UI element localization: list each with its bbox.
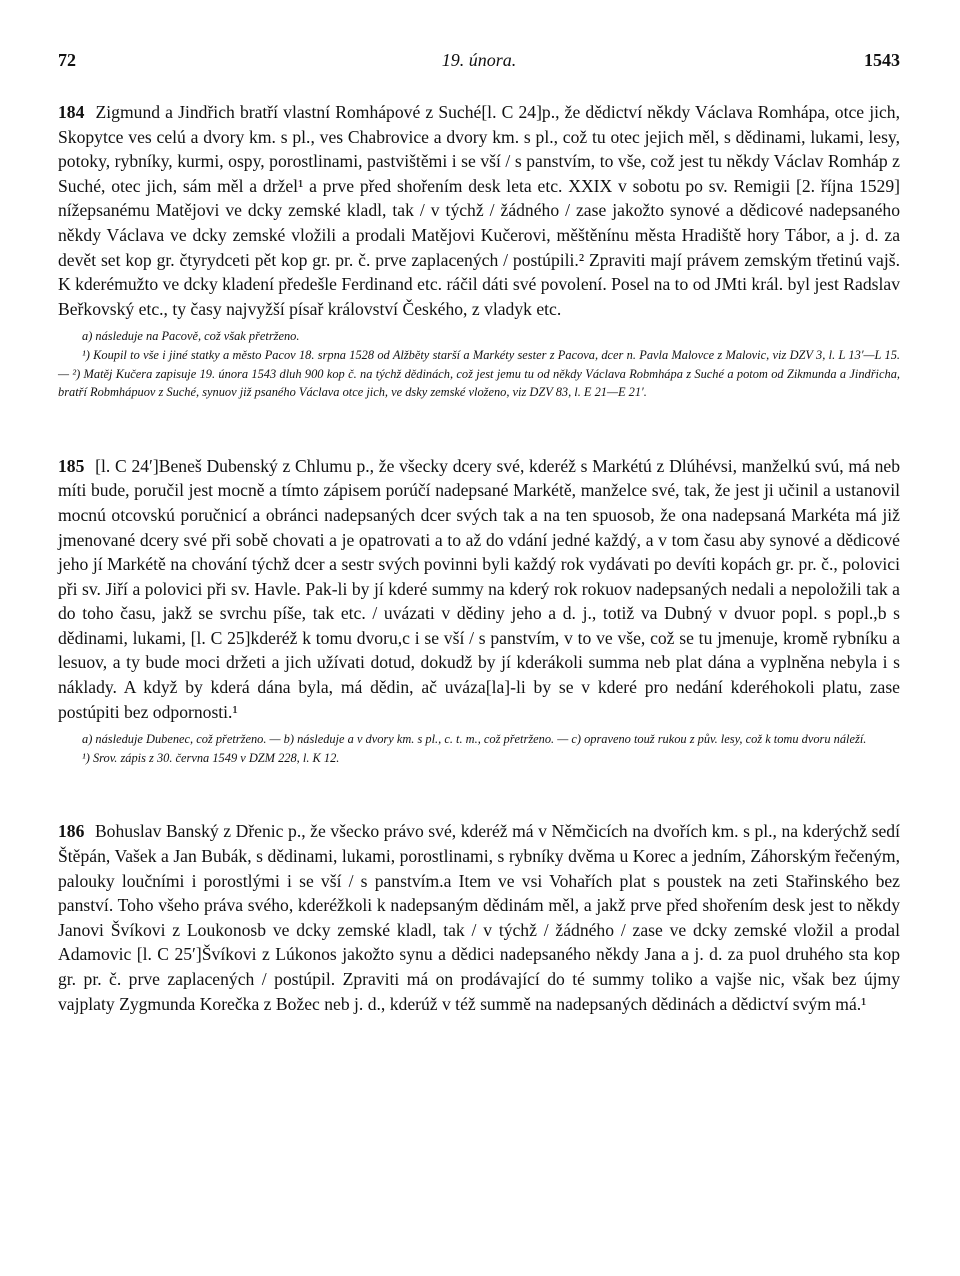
entry-number: 185 <box>58 455 85 476</box>
entry-number: 186 <box>58 821 85 842</box>
entry-body <box>58 454 900 725</box>
entry-notes <box>58 730 900 767</box>
entry-185 <box>58 454 900 768</box>
entry-text: [l. C 24′]Beneš Dubenský z Chlumu p., že všecky dcery své, kderéž s Markétú z Dlúhévsi, manželkú svú, má neb míti bude, poručil jest mocně a tímto zápisem porúčí nadepsané Markétě, manželce své, tak, že jest ji učinil a ustanovil mocnú otcovskú poručnicí a obránci nadepsaných dcer svých tak a na ten spuosob, že ona nadepsaná Markéta má již jmenované dcery své při sobě chovati a je opatrovati a to až do vdání jedné každý, a v tom času aby synové a dědicové jeho jí Markétě na chování týchž dcer a sestr svých povinni byli každý rok vydávati po devíti kopách gr. pr. č., polovici při sv. Jiří a polovici při sv. Havle. Pak-li by jí kderé summy na kderý rok rokuov nadepsaných nedali a nepoložili tak a do toho času, jakž se svrchu píše, tak etc. / uvázati v dědiny jeho a d. j., totiž va Dubný v dvuor popl. s popl.,b s dědinami, lukami, [l. C 25]kderéž k tomu dvoru,c i se vší / s panstvím, v to ve vše, což se tu jmenuje, kromě rybníku a lesuov, a ty bude moci držeti a jich užívati dotud, dokudž by jí kderákoli summa neb plat dána a vyplněna nebyla i s náklady. A když by kderá dána byla, má dědin, ač uváza[la]-li by se v kderé pro nedání kderéhokoli platu, zase postúpiti bez odpornosti.¹ <box>58 455 901 722</box>
page-year: 1543 <box>864 50 900 70</box>
page-number: 72 <box>58 50 76 70</box>
entry-186 <box>58 819 900 1016</box>
entry-text: Bohuslav Banský z Dřenic p., že všecko právo své, kderéž má v Němčicích na dvořích km. s pl., na kderýchž sedí Štěpán, Vašek a Jan Bubák, s dědinami, lukami, porostlinami, s rybníky dvěma u Korec a jedním, Záhorským řečeným, palouky loučními i porostlými i se vší / s panstvím.a Item ve vsi Vohařích plat s poustek na zeti Stařinského bez panství. Toho všeho práva svého, kderéžkoli k nadepsaným dědinám měl, a jakž prve před shořením desk jest to někdy Janovi Švíkovi z Loukonosb ve dcky zemské kladl, tak / v týchž / žádného / zase ve dcky zemské vložil a prodal Adamovic [l. C 25′]Švíkovi z Lúkonos jakožto synu a dědici nadepsaného někdy Jana a j. d. za puol druhého sta kop gr. pr. č. prve zaplacených / postúpil. Zpraviti má on prodávající do té summy toliko a vajše nic, však bez újmy vajplaty Zygmunda Korečka z Božec neb j. d., kderúž v též summě na nadepsaných dědinách a dědictví svým má.¹ <box>58 821 900 1014</box>
textual-apparatus: a) následuje na Pacově, což však přetrženo. <box>82 329 300 344</box>
document-page <box>58 50 900 1016</box>
running-date: 19. února. <box>441 50 517 70</box>
entry-notes <box>58 327 900 401</box>
entry-184 <box>58 100 900 402</box>
entry-body <box>58 100 900 321</box>
textual-apparatus: a) následuje Dubenec, což přetrženo. — b) následuje a v dvory km. s pl., c. t. m., což přetrženo. — c) opraveno touž rukou z pův. lesy, což k tomu dvoru náleží. <box>82 732 867 747</box>
entry-text: Zigmund a Jindřich bratří vlastní Romhápové z Suché[l. C 24]p., že dědictví někdy Václava Romhápa, otce jich, Skopytce ves celú a dvory km. s pl., ves Chabrovice a dvory km. s pl., což tu otec jejich měl, s dědinami, lukami, lesy, potoky, rybníky, kurmi, ospy, porostlinami, pastvištěmi i se vší / s panstvím, to vše, což jest tu někdy Václav Romháp z Suché, otec jich, sám měl a držel¹ a prve před shořením desk leta etc. XXIX v sobotu po sv. Remigii [2. října 1529] nížepsanému Matějovi ve dcky zemské kladl, tak / v týchž / žádného / zase jakožto synové a dědicové nadepsaného někdy Václava ve dcky zemské vložili a prodali Matějovi Kučerovi, měštěnínu města Hradiště hory Tábor, a j. d. za devět set kop gr. čtyrydceti pět kop gr. pr. č. prve zaplacených / postúpili.² Zpraviti mají právem zemským třetinú vajš. K kderémužto ve dcky kladení předešle Ferdinand etc. ráčil dáti své povolení. Posel na to od JMti král. byl jest Radslav Beřkovský etc., ty časy najvyžší písař království Českého, z vladyk etc. <box>58 102 900 319</box>
entry-body <box>58 819 900 1016</box>
footnote: ¹) Srov. zápis z 30. června 1549 v DZM 228, l. K 12. <box>82 750 340 765</box>
entry-number: 184 <box>58 102 85 122</box>
footnote: ¹) Koupil to vše i jiné statky a město Pacov 18. srpna 1528 od Alžběty starší a Markéty sester z Pacova, dcer n. Pavla Malovce z Malovic, viz DZV 3, l. L 13′—L 15. — ²) Matěj Kučera zapisuje 19. února 1543 dluh 900 kop č. na týchž dědinách, což jest jemu tu od někdy Václava Robmhápa z Suché a potom od Zikmunda a Jindřicha, bratří Robmhápuov z Suché, synuov již psaného Václava otce jich, ve dsky zemské vloženo, viz DZV 83, l. E 21—E 21′. <box>58 347 900 400</box>
page-header <box>58 50 900 76</box>
